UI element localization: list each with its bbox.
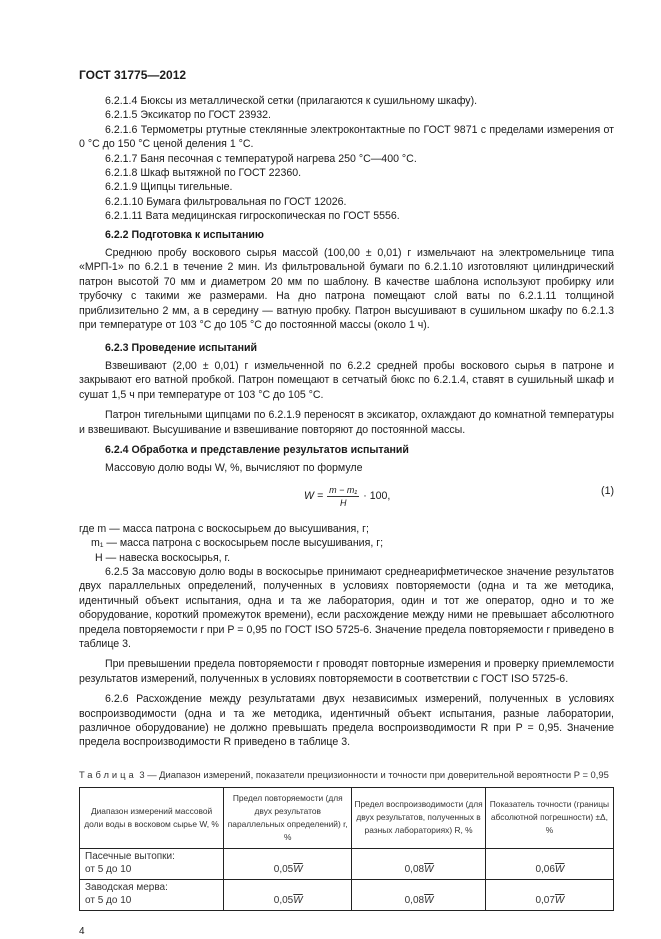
paragraph: Взвешивают (2,00 ± 0,01) г измельченной по 6.2.2 средней пробы воскового сырья в патроне и закрывают его ватной пробкой. Патрон помещают в сетчатый бюкс по 6.2.1.4, ставят в сушильный шкаф и сушат 1,5 ч при температуре от 103 °С до 105 °С. [79, 359, 614, 401]
list-item: 6.2.1.9 Щипцы тигельные. [105, 181, 233, 194]
column-header: Предел повторяемости (для двух результатов параллельных определений) r, % [224, 787, 352, 848]
value: 0,05 [273, 863, 294, 875]
paragraph: 6.2.5 За массовую долю воды в воскосырье принимают среднеарифметическое значение результатов двух параллельных определений, полученных в условиях повторяемости (одна и та же методика, идентичный объект испытания, одна и та же лаборатория, один и тот же оператор, одно и то же оборудование, короткий промежуток времени), если расхождение между ними не превышает абсолютного предела повторяемости r при P = 0,95 по ГОСТ ISO 5725-6. Значение предела повторяемости r приведено в таблице 3. [79, 565, 614, 650]
formula-denominator: H [339, 497, 347, 508]
delta-cell [485, 879, 613, 910]
paragraph: Массовую долю воды W, %, вычисляют по формуле [105, 462, 363, 475]
mean-symbol: $\overline{W}$ [293, 863, 303, 875]
list-item: 6.2.1.7 Баня песочная с температурой нагрева 250 °С—400 °С. [105, 152, 417, 165]
paragraph: Среднюю пробу воскового сырья массой (100,00 ± 0,01) г измельчают на электромельнице типа «МРП-1» по 6.2.1 в течение 2 мин. Из фильтровальной бумаги по 6.2.1.10 изготовляют цилиндрический патрон высотой 70 мм и диаметром 20 мм по шаблону. В качестве шаблона используют пробирку или трубочку с такими же размерами. На дно патрона помещают слой ваты по 6.2.1.11 толщиной приблизительно 2 мм, а в середину — ватную пробку. Патрон высушивают в сушильном шкафу по 6.2.1.3 при температуре от 103 °С до 105 °С до постоянной массы (около 1 ч). [79, 247, 614, 332]
legend-item: где m — масса патрона с воскосырьем до высушивания, г; [79, 522, 369, 535]
list-item: 6.2.1.11 Вата медицинская гигроскопическая по ГОСТ 5556. [105, 210, 400, 223]
mean-symbol: $\overline{W}$ [554, 894, 565, 906]
row-name: Заводская мерва: [85, 881, 168, 893]
mean-symbol: $\overline{W}$ [424, 863, 434, 875]
legend-item: m₁ — масса патрона с воскосырьем после высушивания, г; [91, 537, 384, 550]
delta-cell [485, 848, 613, 879]
R-cell [352, 848, 486, 879]
range-cell [80, 879, 224, 910]
list-item: 6.2.1.5 Эксикатор по ГОСТ 23932. [105, 109, 271, 122]
column-header: Предел воспроизводимости (для двух результатов, полученных в разных лабораториях) R, % [352, 787, 486, 848]
r-cell [224, 848, 352, 879]
mean-symbol: $\overline{W}$ [293, 894, 303, 906]
value: 0,05 [273, 894, 294, 906]
row-name: Пасечные вытопки: [85, 850, 175, 862]
row-range: от 5 до 10 [85, 894, 132, 906]
section-heading: 6.2.3 Проведение испытаний [105, 341, 258, 354]
value: 0,08 [404, 894, 425, 906]
section-heading: 6.2.4 Обработка и представление результатов испытаний [105, 443, 409, 456]
mean-symbol: $\overline{W}$ [424, 894, 434, 906]
list-item: 6.2.1.6 Термометры ртутные стеклянные электроконтактные по ГОСТ 9871 с пределами измерения от 0 °С до 150 °С ценой деления 1 °С. [79, 123, 614, 151]
value: 0,06 [535, 863, 555, 875]
value: 0,07 [535, 894, 555, 906]
formula-lhs: W = [304, 490, 324, 503]
document-header: ГОСТ 31775—2012 [79, 68, 187, 82]
list-item: 6.2.1.4 Бюксы из металлической сетки (прилагаются к сушильному шкафу). [105, 95, 478, 107]
document-body [79, 94, 614, 939]
table-caption-text: 3 — Диапазон измерений, показатели прецизионности и точности при доверительной вероятности P = 0,95 [136, 768, 609, 780]
table-header-row [80, 787, 614, 848]
table-caption [79, 768, 614, 781]
list-item: 6.2.1.10 Бумага фильтровальная по ГОСТ 12026. [105, 195, 347, 208]
table-caption-word: Таблица [79, 768, 137, 780]
paragraph: Патрон тигельными щипцами по 6.2.1.9 переносят в эксикатор, охлаждают до комнатной температуры и взвешивают. Высушивание и взвешивание повторяют до постоянной массы. [79, 409, 614, 436]
formula-fraction [327, 484, 359, 509]
page-number: 4 [79, 925, 85, 937]
formula [79, 480, 614, 516]
formula-rhs: · 100, [363, 490, 391, 503]
table-row [80, 879, 614, 910]
formula-legend [79, 522, 614, 565]
column-header: Показатель точности (границы абсолютной погрешности) ±Δ, % [485, 787, 613, 848]
value: 0,08 [404, 863, 425, 875]
range-cell [80, 848, 224, 879]
formula-number: (1) [601, 484, 614, 497]
table-3 [79, 787, 614, 911]
formula-numerator: m − m₁ [329, 484, 358, 495]
column-header: Диапазон измерений массовой доли воды в восковом сырье W, % [80, 787, 224, 848]
mean-symbol: $\overline{W}$ [554, 863, 565, 875]
list-item: 6.2.1.8 Шкаф вытяжной по ГОСТ 22360. [105, 167, 302, 180]
r-cell [224, 879, 352, 910]
legend-item: H — навеска воскосырья, г. [95, 551, 231, 564]
paragraph: При превышении предела повторяемости r проводят повторные измерения и проверку приемлемости результатов измерений, полученных в условиях повторяемости в соответствии с ГОСТ ISO 5725-6. [79, 658, 614, 685]
table-row [80, 848, 614, 879]
row-range: от 5 до 10 [85, 863, 132, 875]
paragraph: 6.2.6 Расхождение между результатами двух независимых измерений, полученных в условиях воспроизводимости (одна и та же методика, идентичный объект испытания, разные лаборатории, различное оборудование) не должно превышать предела воспроизводимости R при P = 0,95. Значение предела воспроизводимости R приведено в таблице 3. [79, 693, 614, 749]
section-heading: 6.2.2 Подготовка к испытанию [105, 228, 264, 241]
R-cell [352, 879, 486, 910]
